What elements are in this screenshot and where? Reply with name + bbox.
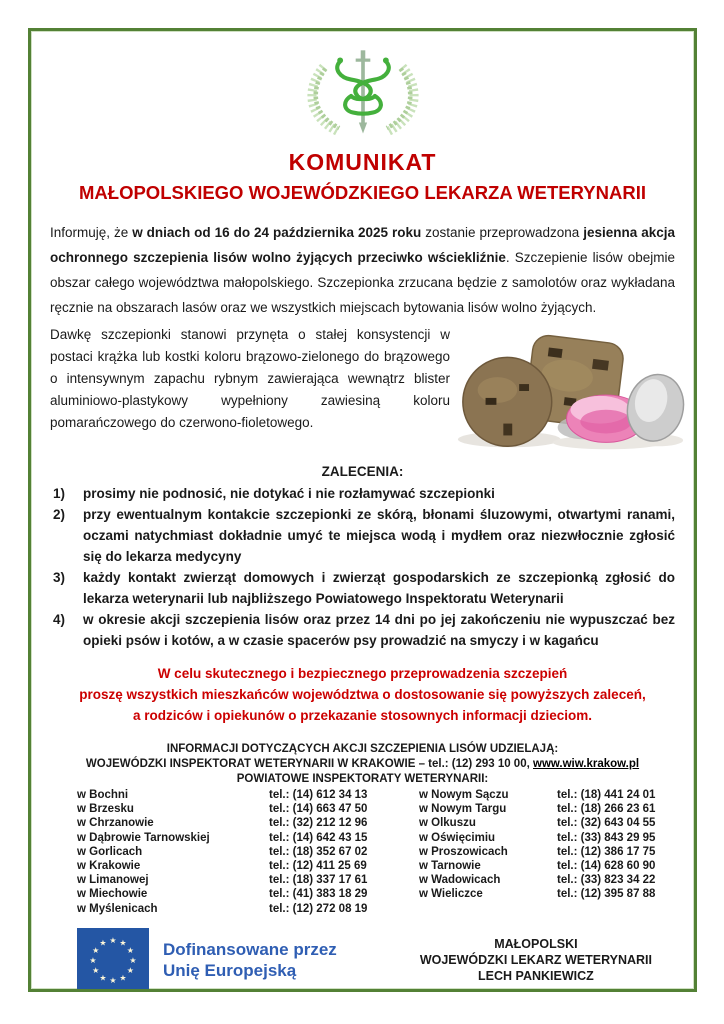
page-title: KOMUNIKAT <box>288 149 437 175</box>
signature-line: LECH PANKIEWICZ <box>478 968 594 983</box>
appeal-line: W celu skutecznego i bezpiecznego przeprowadzenia szczepień <box>157 666 568 681</box>
inspectorate-place: w Wieliczce <box>419 888 483 901</box>
svg-text:★: ★ <box>99 938 107 948</box>
inspectorate-place: w Miechowie <box>77 888 148 901</box>
inspectorate-phone: tel.: (14) 628 60 90 <box>557 860 656 873</box>
inspectorate-phone <box>557 902 668 916</box>
inspectorate-phone: tel.: (14) 612 34 13 <box>269 789 368 801</box>
table-row <box>77 845 668 859</box>
inspectorate-phone: tel.: (12) 272 08 19 <box>269 902 368 915</box>
list-item-text: każdy kontakt zwierząt domowych i zwierząt gospodarskich ze szczepionką zgłosić do lekarza weterynarii lub najbliższego Powiatowego Inspektoratu Weterynarii <box>83 570 675 606</box>
veterinary-caduceus-wreath-icon <box>288 43 438 139</box>
list-item <box>53 609 675 651</box>
eu-funding-line: Dofinansowane przez <box>163 939 337 959</box>
inspectorate-phone: tel.: (32) 212 12 96 <box>269 817 368 830</box>
signature-line: MAŁOPOLSKI <box>494 936 578 951</box>
footer <box>47 928 678 992</box>
vaccine-bait-photo <box>450 326 692 454</box>
svg-text:★: ★ <box>126 965 134 975</box>
info-voivodeship-text: WOJEWÓDZKI INSPEKTORAT WETERYNARII W KRAKOWIE – tel.: (12) 293 10 00, <box>85 758 533 770</box>
eu-funding-block <box>77 928 337 992</box>
intro-text: Informuję, że <box>50 225 133 240</box>
list-item-text: prosimy nie podnosić, nie dotykać i nie rozłamywać szczepionki <box>83 486 495 501</box>
bait-section <box>47 324 678 454</box>
page-subtitle: MAŁOPOLSKIEGO WOJEWÓDZKIEGO LEKARZA WETERYNARII <box>79 182 646 203</box>
announcement-page <box>28 28 697 992</box>
bait-description: Dawkę szczepionki stanowi przynęta o stałej konsystencji w postaci krążka lub kostki koloru brązowo-zielonego do brązowego o intensywnym zapachu rybnym zawierająca wewnątrz blister aluminiowo-plastykowy wypełniony zawiesiną koloru pomarańczowego do czerwono-fioletowego. <box>50 327 450 430</box>
table-row <box>77 902 668 916</box>
inspectorate-phone: tel.: (33) 843 29 95 <box>557 831 656 844</box>
svg-text:★: ★ <box>119 973 127 983</box>
appeal-line: proszę wszystkich mieszkańców województwa o dostosowanie się powyższych zaleceń, <box>79 687 646 702</box>
inspectorate-place: w Oświęcimiu <box>419 831 496 844</box>
intro-paragraph <box>47 220 678 320</box>
inspectorate-place: w Dąbrowie Tarnowskiej <box>77 831 210 844</box>
intro-dates-bold: w dniach od 16 do 24 października 2025 roku <box>132 225 422 240</box>
appeal-line: a rodziców i opiekunów o przekazanie stosownych informacji dzieciom. <box>132 708 593 723</box>
inspectorate-place: w Olkuszu <box>419 817 476 830</box>
info-block <box>47 742 678 787</box>
list-item-number: 2) <box>53 507 66 522</box>
inspectorate-phone: tel.: (18) 441 24 01 <box>557 789 656 801</box>
table-row <box>77 859 668 873</box>
intro-text: zostanie przeprowadzona <box>421 225 584 240</box>
svg-text:★: ★ <box>129 955 137 965</box>
powiatowe-inspektoraty-table <box>47 788 678 916</box>
inspectorate-place: w Proszowicach <box>419 845 508 858</box>
info-heading: INFORMACJI DOTYCZĄCYCH AKCJI SZCZEPIENIA LISÓW UDZIELAJĄ: <box>166 743 559 755</box>
intro-text: . Szczepienie lisów obejmie obszar całego województwa małopolskiego. Szczepionka zrzucana będzie z samolotów oraz wykładana ręcznie na obszarach lasów oraz we wszystkich miejscach bytowania lisów wolno żyjących. <box>50 250 675 315</box>
inspectorate-place: w Wadowicach <box>419 874 501 887</box>
inspectorate-phone: tel.: (14) 663 47 50 <box>269 803 368 816</box>
list-item <box>53 567 675 609</box>
inspectorate-place: w Chrzanowie <box>77 817 154 830</box>
table-row <box>77 788 668 802</box>
eu-flag-icon <box>77 928 149 992</box>
table-row <box>77 887 668 901</box>
table-row <box>77 873 668 887</box>
list-item <box>53 504 675 567</box>
inspectorate-phone: tel.: (33) 823 34 22 <box>557 874 656 887</box>
wiw-krakow-link[interactable]: www.wiw.krakow.pl <box>533 758 640 770</box>
svg-text:★: ★ <box>99 973 107 983</box>
svg-text:★: ★ <box>109 935 117 945</box>
zalecenia-heading: ZALECENIA: <box>321 464 404 479</box>
inspectorate-place: w Brzesku <box>77 803 134 816</box>
inspectorate-place <box>419 902 557 916</box>
svg-text:★: ★ <box>92 945 100 955</box>
inspectorate-phone: tel.: (18) 266 23 61 <box>557 803 656 816</box>
svg-text:★: ★ <box>126 945 134 955</box>
list-item <box>53 483 675 504</box>
logo-container <box>47 43 678 144</box>
inspectorate-place: w Tarnowie <box>419 860 481 873</box>
inspectorate-phone: tel.: (14) 642 43 15 <box>269 831 368 844</box>
appeal-text <box>47 663 678 726</box>
svg-text:★: ★ <box>119 938 127 948</box>
list-item-number: 1) <box>53 486 66 501</box>
inspectorate-place: w Krakowie <box>77 860 141 873</box>
intro-action-bold: jesienna akcja ochronnego szczepienia lisów wolno żyjących przeciwko wściekliźnie <box>50 225 676 265</box>
inspectorate-phone: tel.: (41) 383 18 29 <box>269 888 368 901</box>
eu-funding-text <box>163 939 337 981</box>
svg-text:★: ★ <box>92 965 100 975</box>
inspectorate-place: w Bochni <box>77 789 129 801</box>
table-row <box>77 816 668 830</box>
list-item-text: w okresie akcji szczepienia lisów oraz przez 14 dni po jej zakończeniu nie wypuszczać bez opieki psów i kotów, a w czasie spacerów psy prowadzić na smyczy i w kagańcu <box>83 612 675 648</box>
inspectorate-phone: tel.: (12) 386 17 75 <box>557 845 656 858</box>
table-row <box>77 831 668 845</box>
inspectorate-place: w Limanowej <box>77 874 149 887</box>
zalecenia-list <box>47 483 678 651</box>
svg-text:★: ★ <box>109 975 117 985</box>
eu-funding-line: Unię Europejską <box>163 960 297 980</box>
bait-photo-container <box>450 324 692 454</box>
table-row <box>77 802 668 816</box>
inspectorate-phone: tel.: (32) 643 04 55 <box>557 817 656 830</box>
inspectorate-place: w Myślenicach <box>77 902 158 915</box>
list-item-number: 3) <box>53 570 66 585</box>
list-item-text: przy ewentualnym kontakcie szczepionki ze skórą, błonami śluzowymi, otwartymi ranami, oczami natychmiast dokładnie umyć te miejsca wodą i mydłem oraz niezwłocznie zgłosić się do lekarza medycyny <box>83 507 675 564</box>
signature-line: WOJEWÓDZKI LEKARZ WETERYNARII <box>419 952 652 967</box>
inspectorate-phone: tel.: (18) 352 67 02 <box>269 845 368 858</box>
info-county-heading: POWIATOWE INSPEKTORATY WETERYNARII: <box>236 773 489 785</box>
inspectorate-phone: tel.: (12) 411 25 69 <box>269 860 367 873</box>
inspectorate-place: w Gorlicach <box>77 845 143 858</box>
info-voivodeship-line <box>47 757 678 772</box>
inspectorate-phone: tel.: (12) 395 87 88 <box>557 888 656 901</box>
svg-text:★: ★ <box>89 955 97 965</box>
inspectorate-place: w Nowym Sączu <box>419 789 509 801</box>
signature-block <box>420 936 652 984</box>
inspectorate-phone: tel.: (18) 337 17 61 <box>269 874 368 887</box>
list-item-number: 4) <box>53 612 66 627</box>
inspectorate-place: w Nowym Targu <box>419 803 507 816</box>
